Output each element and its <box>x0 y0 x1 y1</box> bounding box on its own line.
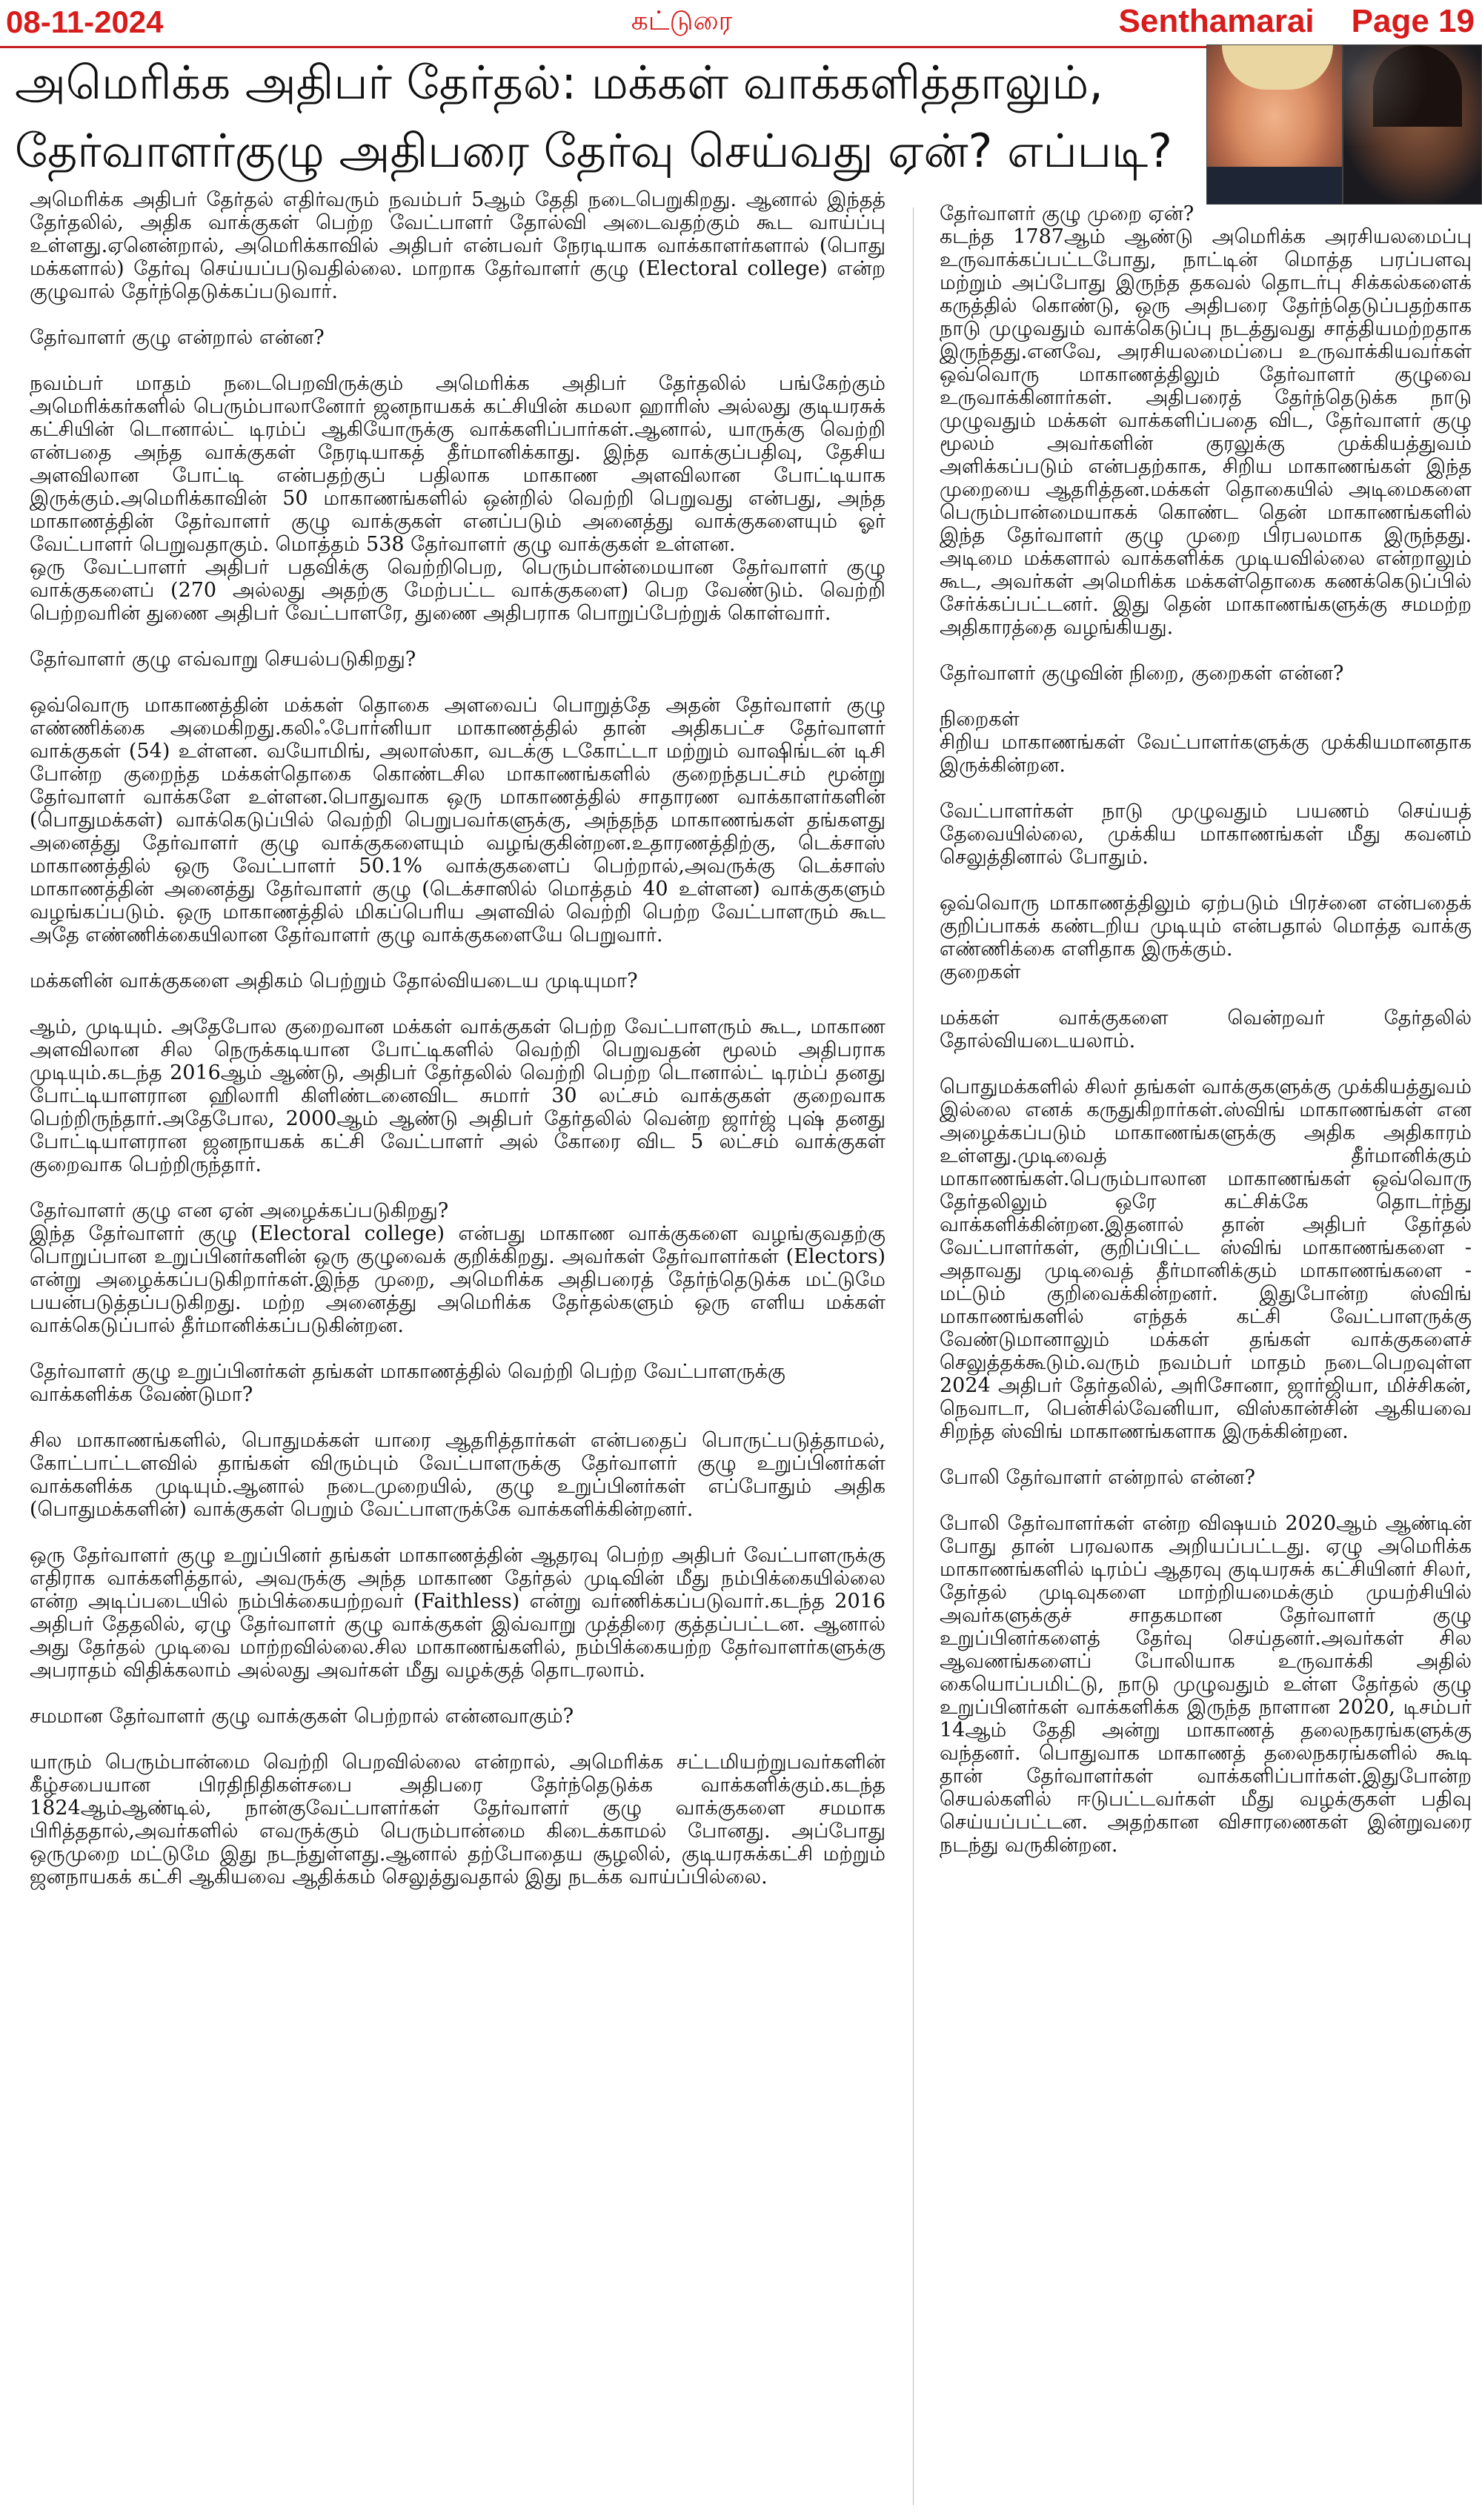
paragraph: பொதுமக்களில் சிலர் தங்கள் வாக்குகளுக்கு முக்கியத்துவம் இல்லை எனக் கருதுகிறார்கள்.ஸ்விங் மாகாணங்கள் என அழைக்கப்படும் மாகாணங்களுக்கு அதிக அதிகாரம் உள்ளது.முடிவைத் தீர்மானிக்கும் மாகாணங்கள்.பெரும்பாலான மாகாணங்கள் ஒவ்வொரு தேர்தலிலும் ஒரே கட்சிக்கே தொடர்ந்து வாக்களிக்கின்றன.இதனால் தான் அதிபர் தேர்தல் வேட்பாளர்கள், குறிப்பிட்ட ஸ்விங் மாகாணங்களை - அதாவது முடிவைத் தீர்மானிக்கும் மாகாணங்களை - மட்டும் குறிவைக்கின்றனர். இதுபோன்ற ஸ்விங் மாகாணங்களில் எந்தக் கட்சி வேட்பாளருக்கு வேண்டுமானாலும் மக்கள் தங்கள் வாக்குகளைச் செலுத்தக்கூடும்.வரும் நவம்பர் மாதம் நடைபெறவுள்ள 2024 அதிபர் தேர்தலில், அரிசோனா, ஜார்ஜியா, மிச்சிகன், நெவாடா, பென்சில்வேனியா, விஸ்கான்சின் ஆகியவை சிறந்த ஸ்விங் மாகாணங்களாக இருக்கின்றன. <box>940 1075 1472 1443</box>
page-header <box>0 0 1482 48</box>
section-heading: தேர்வாளர் குழு எவ்வாறு செயல்படுகிறது? <box>30 648 416 671</box>
headline-line-2: தேர்வாளர்குழு அதிபரை தேர்வு செய்வது ஏன்? எப்படி? <box>15 124 1173 178</box>
section-heading: தேர்வாளர் குழு என ஏன் அழைக்கப்படுகிறது? <box>30 1199 449 1222</box>
section-heading: நிறைகள் <box>940 708 1020 731</box>
section-heading: குறைகள் <box>940 961 1021 984</box>
paragraph: ஒவ்வொரு மாகாணத்திலும் ஏற்படும் பிரச்னை என்பதைக் குறிப்பாகக் கண்டறிய முடியும் என்பதால் மொத்த வாக்கு எண்ணிக்கை எளிதாக இருக்கும். <box>940 892 1472 961</box>
paragraph: ஒரு தேர்வாளர் குழு உறுப்பினர் தங்கள் மாகாணத்தின் ஆதரவு பெற்ற அதிபர் வேட்பாளருக்கு எதிராக வாக்களித்தால், அவருக்கு அந்த மாகாண தேர்தல் முடிவின் மீது நம்பிக்கையில்லை என்ற அடிப்படையில் நம்பிக்கையற்றவர் (Faithless) என்று வர்ணிக்கப்படுவார்.கடந்த 2016 அதிபர் தேதலில், ஏழு தேர்வாளர் குழு வாக்குகள் இவ்வாறு முத்திரை குத்தப்பட்டன. ஆனால் அது தேர்தல் முடிவை மாற்றவில்லை.சில மாகாணங்களில், நம்பிக்கையற்ற தேர்வாளர்களுக்கு அபராதம் விதிக்கலாம் அல்லது அவர்கள் மீது வழக்குத் தொடரலாம். <box>30 1544 885 1682</box>
column-divider <box>913 208 914 2505</box>
paragraph: ஆம், முடியும். அதேபோல குறைவான மக்கள் வாக்குகள் பெற்ற வேட்பாளரும் கூட, மாகாண அளவிலான சில நெருக்கடியான போட்டிகளில் வெற்றி பெறுவதன் மூலம் அதிபராக முடியும்.கடந்த 2016ஆம் ஆண்டு, அதிபர் தேர்தலில் வெற்றி பெற்ற டொனால்ட் டிரம்ப் தனது போட்டியாளரான ஹிலாரி கிளிண்டனைவிட சுமார் 30 லட்சம் வாக்குகள் குறைவாக பெற்றிருந்தார்.அதேபோல, 2000ஆம் ஆண்டு அதிபர் தேர்தலில் வென்ற ஜார்ஜ் புஷ் தனது போட்டியாளரான ஜனநாயகக் கட்சி வேட்பாளர் அல் கோரை விட 5 லட்சம் வாக்குகள் குறைவாக பெற்றிருந்தார். <box>30 1015 885 1176</box>
paragraph: வேட்பாளர்கள் நாடு முழுவதும் பயணம் செய்யத் தேவையில்லை, முக்கிய மாகாணங்கள் மீது கவனம் செலுத்தினால் போதும். <box>940 800 1472 869</box>
section-heading: சமமான தேர்வாளர் குழு வாக்குகள் பெற்றால் என்னவாகும்? <box>30 1705 574 1728</box>
article-right-column <box>940 202 1472 1880</box>
paragraph: சிறிய மாகாணங்கள் வேட்பாளர்களுக்கு முக்கியமானதாக இருக்கின்றன. <box>940 731 1472 777</box>
trump-photo <box>1206 44 1343 205</box>
paragraph: மக்கள் வாக்குகளை வென்றவர் தேர்தலில் தோல்வியடையலாம். <box>940 1007 1472 1052</box>
page-number: Page 19 <box>1351 3 1475 39</box>
masthead <box>1119 3 1475 40</box>
article-headline <box>15 49 1200 185</box>
paragraph: ஒவ்வொரு மாகாணத்தின் மக்கள் தொகை அளவைப் பொறுத்தே அதன் தேர்வாளர் குழு எண்ணிக்கை அமைகிறது.கலிஃபோர்னியா மாகாணத்தில் தான் அதிகபட்ச தேர்வாளர் வாக்குகள் (54) உள்ளன. வயோமிங், அலாஸ்கா, வடக்கு டகோட்டா மற்றும் வாஷிங்டன் டிசி போன்ற குறைந்த மக்கள்தொகை கொண்டசில மாகாணங்களில் குறைந்தபட்சம் மூன்று தேர்வாளர் வாக்களே உள்ளன.பொதுவாக ஒரு மாகாணத்தில் சாதாரண வாக்காளர்களின் (பொதுமக்கள்) வாக்கெடுப்பில் வெற்றி பெறுபவர்களுக்கு, அந்தந்த மாகாணங்கள் தங்களது அனைத்து தேர்வாளர் குழு வாக்குகளையும் வழங்குகின்றன.உதாரணத்திற்கு, டெக்சாஸ் மாகாணத்தில் ஒரு வேட்பாளர் 50.1% வாக்குகளைப் பெற்றால்,அவருக்கு டெக்சாஸ் மாகாணத்தின் அனைத்து தேர்வாளர் குழு (டெக்சாஸில் மொத்தம் 40 உள்ளன) வாக்குகளும் வழங்கப்படும். ஒரு மாகாணத்தில் மிகப்பெரிய அளவில் வெற்றி பெற்ற வேட்பாளரும் கூட அதே எண்ணிக்கையிலான தேர்வாளர் குழு வாக்குகளையே பெறுவார். <box>30 694 885 946</box>
paragraph: அமெரிக்க அதிபர் தேர்தல் எதிர்வரும் நவம்பர் 5ஆம் தேதி நடைபெறுகிறது. ஆனால் இந்தத் தேர்தலில், அதிக வாக்குகள் பெற்ற வேட்பாளர் தோல்வி அடைவதற்கும் கூட வாய்ப்பு உள்ளது.ஏனென்றால், அமெரிக்காவில் அதிபர் என்பவர் நேரடியாக வாக்காளர்களால் (பொது மக்களால்) தேர்வு செய்யப்படுவதில்லை. மாறாக தேர்வாளர் குழு (Electoral college) என்ற குழுவால் தேர்ந்தெடுக்கப்படுவார். <box>30 188 885 303</box>
paragraph: சில மாகாணங்களில், பொதுமக்கள் யாரை ஆதரித்தார்கள் என்பதைப் பொருட்படுத்தாமல், கோட்பாட்டளவில் தாங்கள் விரும்பும் வேட்பாளருக்கு தேர்வாளர் குழு உறுப்பினர்கள் வாக்களிக்க முடியும்.ஆனால் நடைமுறையில், குழு உறுப்பினர்கள் எப்போதும் அதிக (பொதுமக்களின்) வாக்குகள் பெறும் வேட்பாளருக்கே வாக்களிக்கின்றனர். <box>30 1429 885 1521</box>
paragraph: ஒரு வேட்பாளர் அதிபர் பதவிக்கு வெற்றிபெற, பெரும்பான்மையான தேர்வாளர் குழு வாக்குகளைப் (270 அல்லது அதற்கு மேற்பட்ட வாக்குகளை) பெற வேண்டும். வெற்றி பெற்றவரின் துணை அதிபர் வேட்பாளரே, துணை அதிபராக பொறுப்பேற்றுக் கொள்வார். <box>30 556 885 625</box>
paper-name: Senthamarai <box>1118 3 1315 39</box>
paragraph: யாரும் பெரும்பான்மை வெற்றி பெறவில்லை என்றால், அமெரிக்க சட்டமியற்றுபவர்களின் கீழ்சபையான பிரதிநிதிகள்சபை அதிபரை தேர்ந்தெடுக்க வாக்களிக்கும்.கடந்த 1824ஆம்ஆண்டில், நான்குவேட்பாளர்கள் தேர்வாளர் குழு வாக்குகளை சமமாக பிரித்ததால்,அவர்களில் எவருக்கும் பெரும்பான்மை கிடைக்காமல் போனது. அப்போது ஒருமுறை மட்டுமே இது நடந்துள்ளது.ஆனால் தற்போதைய சூழலில், குடியரசுக்கட்சி மற்றும் ஜனநாயகக் கட்சி ஆகியவை ஆதிக்கம் செலுத்துவதால் இது நடக்க வாய்ப்பில்லை. <box>30 1751 885 1889</box>
section-heading: தேர்வாளர் குழு முறை ஏன்? <box>940 202 1194 225</box>
paragraph: நவம்பர் மாதம் நடைபெறவிருக்கும் அமெரிக்க அதிபர் தேர்தலில் பங்கேற்கும் அமெரிக்கர்களில் பெரும்பாலானோர் ஜனநாயகக் கட்சியின் கமலா ஹாரிஸ் அல்லது குடியரசுக் கட்சியின் டொனால்ட் டிரம்ப் ஆகியோருக்கு வாக்களிப்பார்கள்.ஆனால், யாருக்கு வெற்றி என்பதை அந்த வாக்குகள் நேரடியாகத் தீர்மானிக்காது. இந்த வாக்குப்பதிவு, தேசிய அளவிலான போட்டி என்பதற்குப் பதிலாக மாகாண அளவிலான போட்டியாக இருக்கும்.அமெரிக்காவின் 50 மாகாணங்களில் ஒன்றில் வெற்றி பெறுவது என்பது, அந்த மாகாணத்தின் தேர்வாளர் குழு வாக்குகள் எனப்படும் அனைத்து வாக்குகளையும் ஓர் வேட்பாளர் பெறுவதாகும். மொத்தம் 538 தேர்வாளர் குழு வாக்குகள் உள்ளன. <box>30 372 885 556</box>
section-label: கட்டுரை <box>631 6 733 36</box>
harris-photo <box>1343 44 1482 205</box>
headline-line-1: அமெரிக்க அதிபர் தேர்தல்: மக்கள் வாக்களித்தாலும், <box>15 56 1103 110</box>
paragraph: இந்த தேர்வாளர் குழு (Electoral college) என்பது மாகாண வாக்குகளை வழங்குவதற்கு பொறுப்பான உறுப்பினர்களின் ஒரு குழுவைக் குறிக்கிறது. அவர்கள் தேர்வாளர்கள் (Electors) என்று அழைக்கப்படுகிறார்கள்.இந்த முறை, அமெரிக்க அதிபரைத் தேர்ந்தெடுக்க மட்டுமே பயன்படுத்தப்படுகிறது. மற்ற அனைத்து அமெரிக்க தேர்தல்களும் ஒரு எளிய மக்கள் வாக்கெடுப்பால் தீர்மானிக்கப்படுகின்றன. <box>30 1222 885 1337</box>
paragraph: போலி தேர்வாளர்கள் என்ற விஷயம் 2020ஆம் ஆண்டின் போது தான் பரவலாக அறியப்பட்டது. ஏழு அமெரிக்க மாகாணங்களில் டிரம்ப் ஆதரவு குடியரசுக் கட்சியினர் சிலர், தேர்தல் முடிவுகளை மாற்றியமைக்கும் முயற்சியில் அவர்களுக்குச் சாதகமான தேர்வாளர் குழு உறுப்பினர்களைத் தேர்வு செய்தனர்.அவர்கள் சில ஆவணங்களைப் போலியாக உருவாக்கி அதில் கையொப்பமிட்டு, நாடு முழுவதும் உள்ள தேர்தல் குழு உறுப்பினர்கள் வாக்களிக்க இருந்த நாளான 2020, டிசம்பர் 14ஆம் தேதி அன்று மாகாணத் தலைநகரங்களுக்கு வந்தனர். பொதுவாக மாகாணத் தலைநகரங்களில் கூடி தான் தேர்வாளர்கள் வாக்களிப்பார்கள்.இதுபோன்ற செயல்களில் ஈடுபட்டவர்கள் மீது வழக்குகள் பதிவு செய்யப்பட்டன. அதற்கான விசாரணைகள் இன்றுவரை நடந்து வருகின்றன. <box>940 1512 1472 1857</box>
section-heading: தேர்வாளர் குழு என்றால் என்ன? <box>30 326 325 349</box>
section-heading: தேர்வாளர் குழுவின் நிறை, குறைகள் என்ன? <box>940 662 1344 685</box>
section-heading: மக்களின் வாக்குகளை அதிகம் பெற்றும் தோல்வியடைய முடியுமா? <box>30 969 638 992</box>
article-left-column <box>30 188 885 1911</box>
section-heading: போலி தேர்வாளர் என்றால் என்ன? <box>940 1466 1255 1489</box>
paragraph: கடந்த 1787ஆம் ஆண்டு அமெரிக்க அரசியலமைப்பு உருவாக்கப்பட்டபோது, நாட்டின் மொத்த பரப்பளவு மற்றும் அப்போது இருந்த தகவல் தொடர்பு சிக்கல்களைக் கருத்தில் கொண்டு, ஒரு அதிபரை தேர்ந்தெடுப்பதற்காக நாடு முழுவதும் வாக்கெடுப்பு நடத்துவது சாத்தியமற்றதாக இருந்தது.எனவே, அரசியலமைப்பை உருவாக்கியவர்கள் ஒவ்வொரு மாகாணத்திலும் தேர்வாளர் குழுவை உருவாக்கினார்கள். அதிபரைத் தேர்ந்தெடுக்க நாடு முழுவதும் மக்கள் வாக்களிப்பதை விட, தேர்வாளர் குழு மூலம் அவர்களின் குரலுக்கு முக்கியத்துவம் அளிக்கப்படும் என்பதற்காக, சிறிய மாகாணங்கள் இந்த முறையை ஆதரித்தன.மக்கள் தொகையில் அடிமைகளை பெரும்பான்மையாகக் கொண்ட தென் மாகாணங்களில் இந்த தேர்வாளர் குழு முறை பிரபலமாக இருந்தது. அடிமை மக்களால் வாக்களிக்க முடியவில்லை என்றாலும் கூட, அவர்கள் அமெரிக்க மக்கள்தொகை கணக்கெடுப்பில் சேர்க்கப்பட்டனர். இது தென் மாகாணங்களுக்கு சமமற்ற அதிகாரத்தை வழங்கியது. <box>940 225 1472 639</box>
section-heading: தேர்வாளர் குழு உறுப்பினர்கள் தங்கள் மாகாணத்தில் வெற்றி பெற்ற வேட்பாளருக்கு வாக்களிக்க வேண்டுமா? <box>30 1360 785 1406</box>
issue-date: 08-11-2024 <box>6 4 164 39</box>
